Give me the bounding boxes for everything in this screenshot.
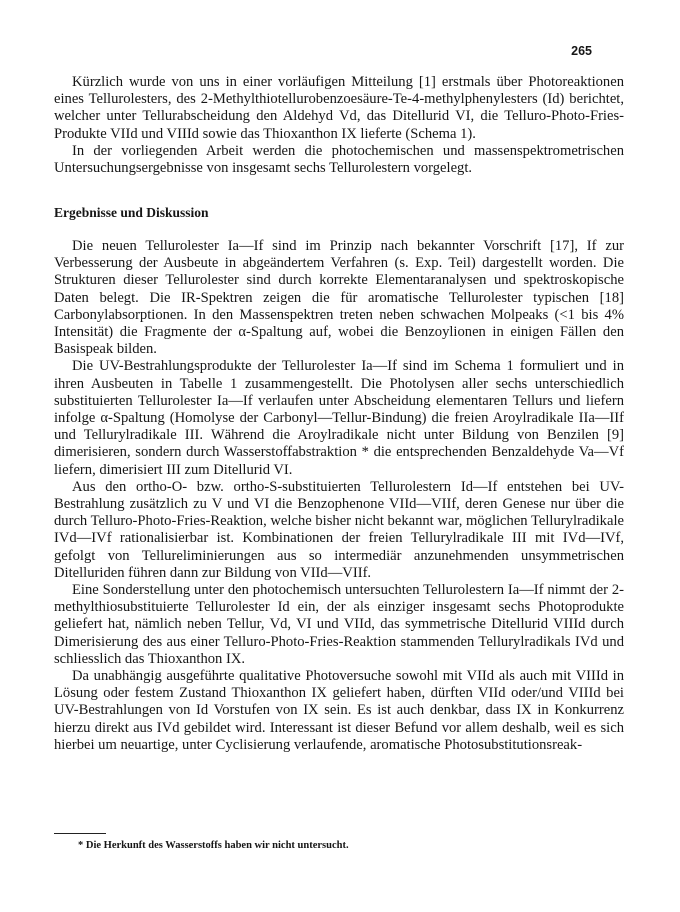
results-section <box>54 238 624 754</box>
intro-section <box>54 74 624 177</box>
section-heading: Ergebnisse und Diskussion <box>54 205 209 220</box>
body-paragraph-3: Aus den ortho-O- bzw. ortho-S-substituierten Tellurolestern Id—If entstehen bei UV-Bestrahlung zusätzlich zu V und VI die Benzophenone VIId—VIIf, deren Genese nur über die durch Telluro-Photo-Fries-Reaktion, welche bisher nicht bekannt war, möglichen Tellurylradikale IVd—IVf rationalisierbar ist. Kombinationen der freien Tellurylradikale III mit IVd—IVf, gefolgt von Tellureliminierungen aus so intermediär anzunehmenden unsymmetrischen Ditelluriden führen dann zur Bildung von VIId—VIIf. <box>54 478 624 581</box>
page-number: 265 <box>571 44 592 58</box>
body-paragraph-1: Die neuen Tellurolester Ia—If sind im Prinzip nach bekannter Vorschrift [17], If zur Verbesserung der Ausbeute in abgeändertem Verfahren (s. Exp. Teil) dargestellt worden. Die Strukturen dieser Tellurolester sind durch korrekte Elementaranalysen und spektroskopische Daten belegt. Die IR-Spektren zeigen die für aromatische Tellurolester typischen [18] Carbonylabsorptionen. In den Massenspektren treten neben schwachen Molpeaks (<1 bis 4% Intensität) die Fragmente der α-Spaltung auf, wobei die Benzoylionen in einigen Fällen den Basispeak bilden. <box>54 238 624 358</box>
body-paragraph-2: Die UV-Bestrahlungsprodukte der Tellurolester Ia—If sind im Schema 1 formuliert und in ihren Ausbeuten in Tabelle 1 zusammengestellt. Die Photolysen aller sechs unterschiedlich substituierten Tellurolester Ia—If verlaufen unter Abscheidung elementaren Tellurs und liefern infolge α-Spaltung (Homolyse der Carbonyl—Tellur-Bindung) die freien Aroylradikale IIa—IIf und Tellurylradikale III. Während die Aroylradikale nicht unter Bildung von Benzilen [9] dimerisieren, sondern durch Wasserstoffabstraktion * die entsprechenden Benzaldehyde Va—Vf liefern, dimerisiert III zum Ditellurid VI. <box>54 358 624 478</box>
body-paragraph-5: Da unabhängig ausgeführte qualitative Photoversuche sowohl mit VIId als auch mit VIIId in Lösung oder festem Zustand Thioxanthon IX geliefert haben, dürften VIId oder/und VIIId bei UV-Bestrahlungen von Id Vorstufen von IX sein. Es ist auch denkbar, dass IX in Konkurrenz hierzu direkt aus IVd gebildet wird. Interessant ist dieser Befund vor allem deshalb, weil es sich hierbei um neuartige, unter Cyclisierung verlaufende, aromatische Photosubstitutionsreak- <box>54 668 624 753</box>
footnote-divider <box>54 833 106 834</box>
footnote: * Die Herkunft des Wasserstoffs haben wir nicht untersucht. <box>78 840 349 851</box>
intro-paragraph-2: In der vorliegenden Arbeit werden die photochemischen und massenspektrometrischen Untersuchungsergebnisse von insgesamt sechs Tellurolestern vorgelegt. <box>54 142 624 177</box>
body-paragraph-4: Eine Sonderstellung unter den photochemisch untersuchten Tellurolestern Ia—If nimmt der 2-methylthiosubstituierte Tellurolester Id ein, der als einziger insgesamt sechs Photoprodukte geliefert hat, nämlich neben Tellur, Vd, VI und VIId, das symmetrische Ditellurid VIIId durch Dimerisierung des aus einer Telluro-Photo-Fries-Reaktion stammenden Tellurylradikals IVd und schliesslich das Thioxanthon IX. <box>54 582 624 667</box>
intro-paragraph-1: Kürzlich wurde von uns in einer vorläufigen Mitteilung [1] erstmals über Photoreaktionen eines Tellurolesters, des 2-Methylthiotellurobenzoesäure-Te-4-methylphenylesters (Id) berichtet, welcher unter Tellurabscheidung den Aldehyd Vd, das Ditellurid VI, die Telluro-Photo-Fries-Produkte VIId und VIIId sowie das Thioxanthon IX lieferte (Schema 1). <box>54 74 624 142</box>
